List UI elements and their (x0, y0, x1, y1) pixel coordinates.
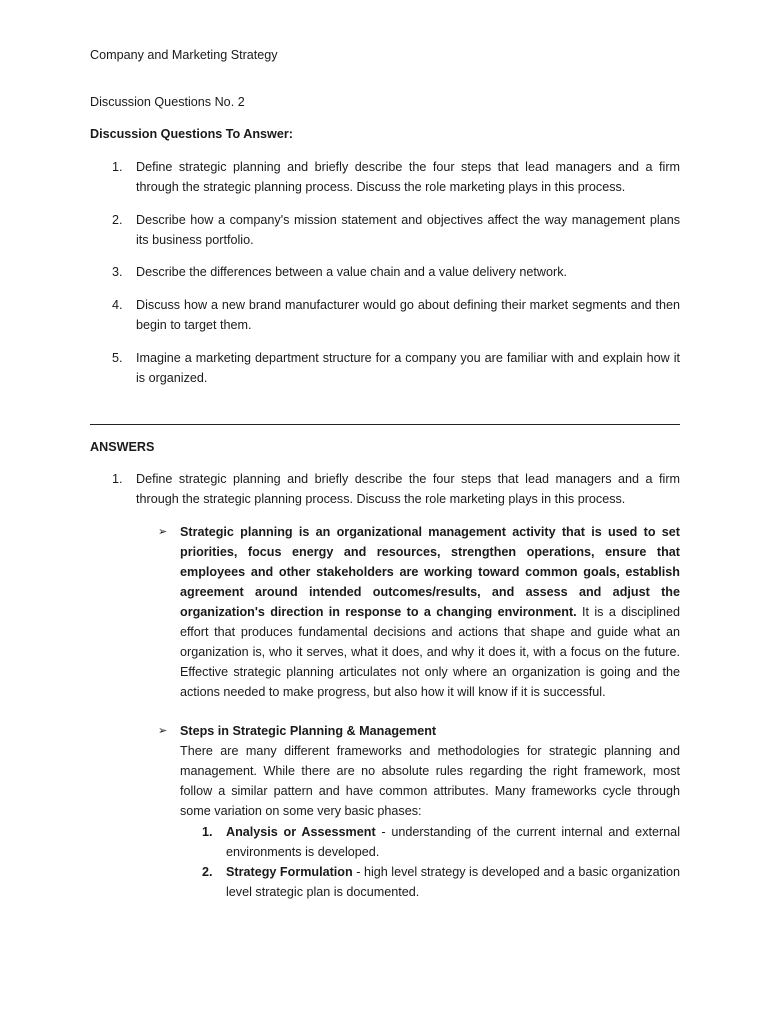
question-text: Imagine a marketing department structure for a company you are familiar with and explain how it is organized. (136, 351, 680, 385)
discussion-number: Discussion Questions No. 2 (90, 95, 245, 109)
step-item (180, 822, 680, 862)
step-description: - high level strategy is developed and a basic organization level strategic plan is documented. (226, 865, 680, 899)
bullet-paragraph (180, 522, 680, 702)
questions-heading: Discussion Questions To Answer: (90, 127, 293, 141)
arrow-bullet-icon: ➢ (158, 526, 168, 538)
answer-question-item (90, 469, 680, 509)
step-text (226, 862, 680, 902)
question-item (90, 210, 680, 250)
bold-definition: Strategic planning is an organizational management activity that is used to set priorities, focus energy and resources, strengthen operations, ensure that employees and other stakeholders are working toward common goals, establish agreement around intended outcomes/results, and assess and adjust the organization's direction in response to a changing environment. (180, 525, 680, 619)
answers-heading: ANSWERS (90, 440, 155, 454)
answer-bullet-definition (158, 522, 680, 702)
step-description: - understanding of the current internal and external environments is developed. (226, 825, 680, 859)
question-text: Describe how a company's mission statement and objectives affect the way management plans its business portfolio. (136, 213, 680, 247)
question-text: Define strategic planning and briefly describe the four steps that lead managers and a firm through the strategic planning process. Discuss the role marketing plays in this process. (136, 160, 680, 194)
definition-continuation: It is a disciplined effort that produces fundamental decisions and actions that shape and guide what an organization is, who it serves, what it does, and why it does it, with a focus on the future. Effective strategic planning articulates not only where an organization is going and the actions needed to make progress, but also how it will know if it is successful. (180, 605, 681, 699)
bullet-paragraph (180, 721, 680, 821)
question-number: 2. (112, 213, 123, 227)
step-text (226, 822, 680, 862)
question-number: 1. (112, 472, 123, 486)
step-number: 1. (202, 825, 213, 839)
question-number: 4. (112, 298, 123, 312)
question-number: 1. (112, 160, 123, 174)
question-number: 5. (112, 351, 123, 365)
question-text: Discuss how a new brand manufacturer would go about defining their market segments and then begin to target them. (136, 298, 680, 332)
step-number: 2. (202, 865, 213, 879)
question-text: Define strategic planning and briefly describe the four steps that lead managers and a firm through the strategic planning process. Discuss the role marketing plays in this process. (136, 472, 680, 506)
steps-title: Steps in Strategic Planning & Management (180, 724, 437, 738)
step-name: Strategy Formulation (226, 865, 353, 879)
question-item (90, 348, 680, 388)
answer-bullet-steps (158, 721, 680, 821)
question-item (90, 262, 680, 282)
question-item (90, 157, 680, 197)
arrow-bullet-icon: ➢ (158, 725, 168, 737)
course-title: Company and Marketing Strategy (90, 48, 278, 62)
steps-intro: There are many different frameworks and methodologies for strategic planning and management. While there are no absolute rules regarding the right framework, most follow a similar pattern and have common attributes. Many frameworks cycle through some variation on some very basic phases: (180, 744, 680, 818)
question-number: 3. (112, 265, 123, 279)
question-text: Describe the differences between a value chain and a value delivery network. (136, 265, 568, 279)
section-divider (90, 424, 680, 425)
question-item (90, 295, 680, 335)
step-item (180, 862, 680, 902)
step-name: Analysis or Assessment (226, 825, 376, 839)
